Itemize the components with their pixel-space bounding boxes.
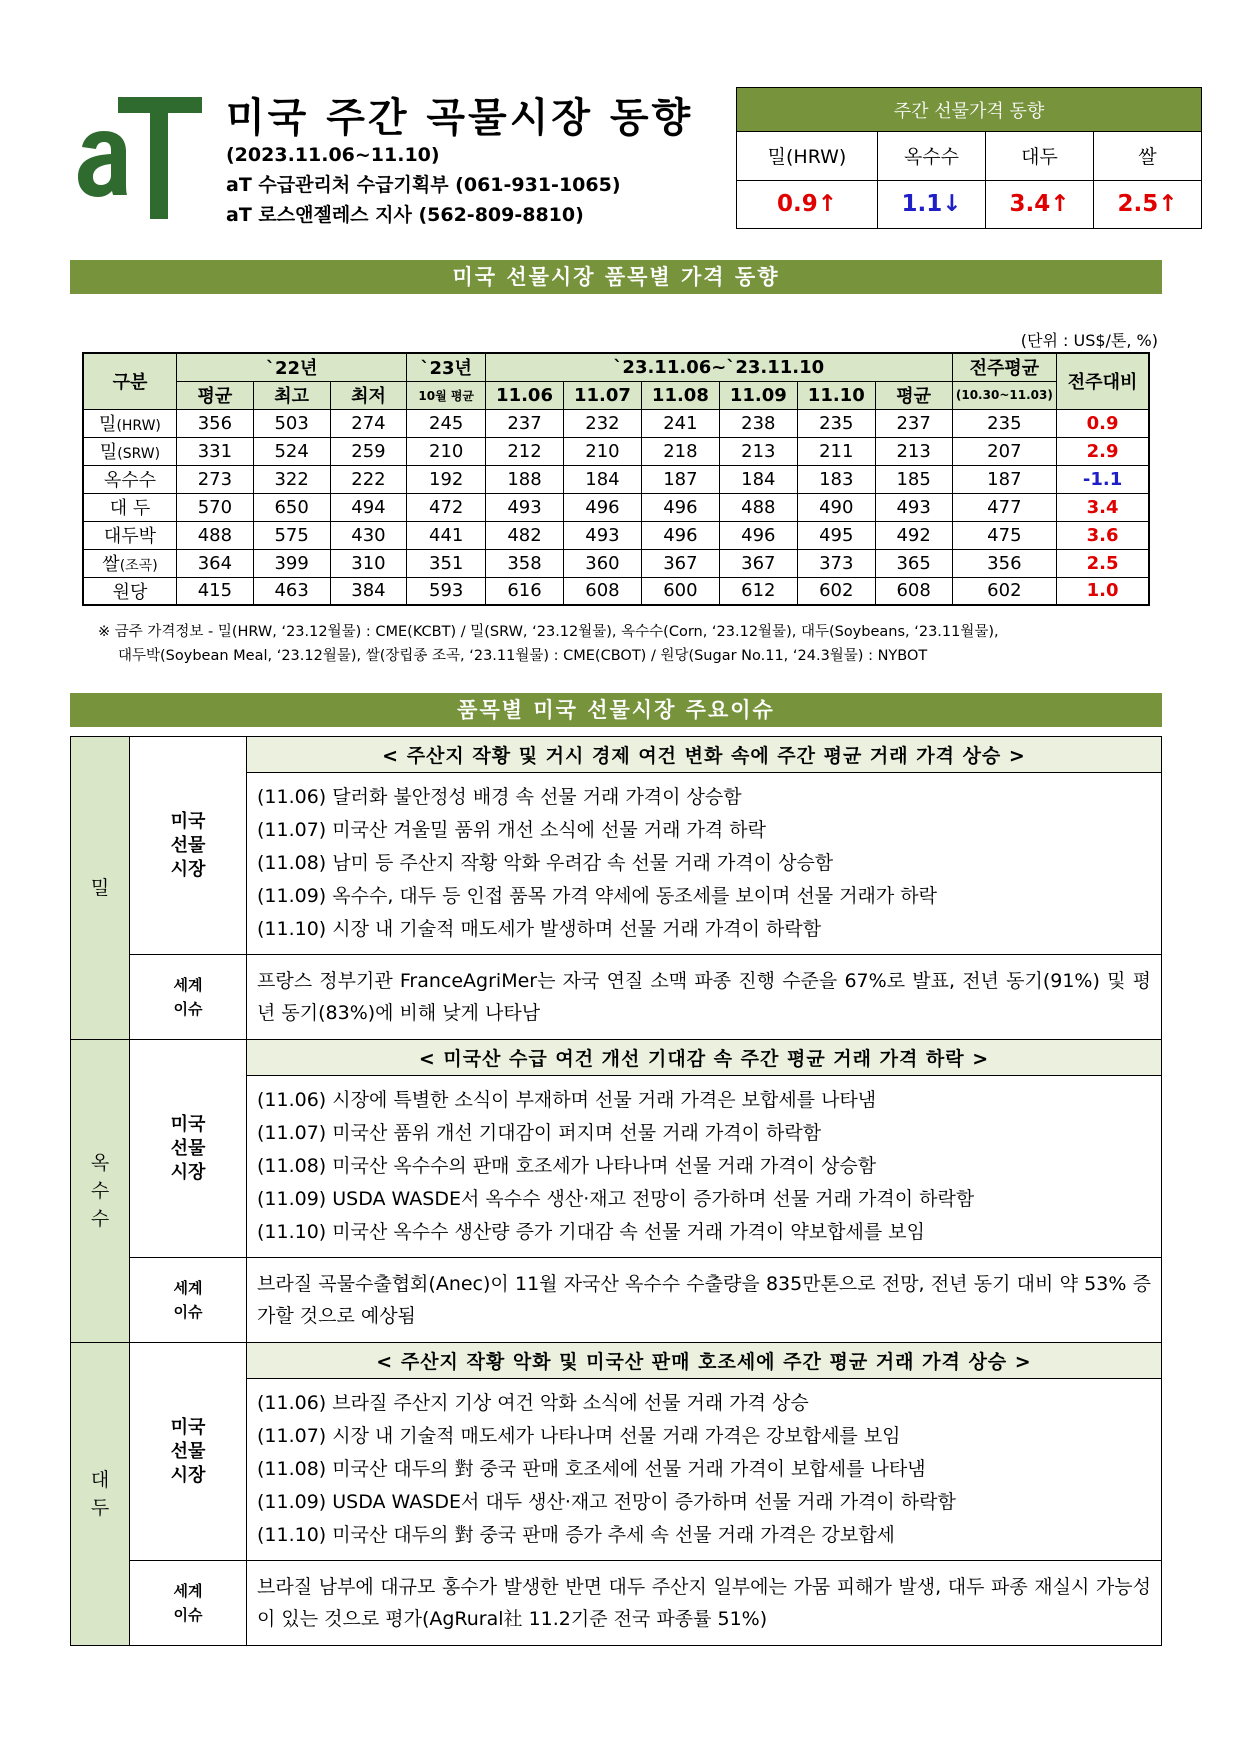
crop-label-char: 옥 <box>90 1152 110 1174</box>
crop-label-char: 수 <box>90 1180 110 1202</box>
issue-daily-line: (11.07) 미국산 겨울밀 품위 개선 소식에 선물 거래 가격 하락 <box>257 819 767 841</box>
price-cell: 192 <box>407 465 486 493</box>
row-label <box>83 493 176 521</box>
issue-daily-line: (11.06) 달러화 불안정성 배경 속 선물 거래 가격이 상승함 <box>257 786 742 808</box>
table-row <box>83 437 1149 465</box>
row-label-sub: (SRW) <box>117 446 161 462</box>
row-label-main: 대두박 <box>103 526 157 547</box>
price-cell: 415 <box>176 577 253 605</box>
weekly-item-value: 2.5 <box>1117 191 1159 218</box>
price-cell: 232 <box>563 409 641 437</box>
futures-market-label-line: 미국 <box>170 1113 206 1135</box>
futures-market-label-line: 선물 <box>170 834 206 856</box>
price-cell: 608 <box>563 577 641 605</box>
price-cell: 492 <box>875 521 952 549</box>
futures-market-label <box>130 1040 247 1258</box>
weekly-item-value-cell <box>1093 180 1201 228</box>
price-cell: 367 <box>719 549 797 577</box>
change-cell: 2.9 <box>1057 437 1149 465</box>
weekly-futures-box <box>736 87 1202 229</box>
price-cell: 463 <box>253 577 330 605</box>
header-prev-avg: 전주평균 <box>952 353 1057 381</box>
issue-daily-line: (11.10) 미국산 대두의 對 중국 판매 증가 추세 속 선물 거래 가격은 강보합세 <box>257 1524 895 1546</box>
price-cell: 430 <box>330 521 407 549</box>
price-cell: 351 <box>407 549 486 577</box>
weekly-item-name: 옥수수 <box>878 132 986 180</box>
price-cell: 364 <box>176 549 253 577</box>
price-cell: 188 <box>486 465 564 493</box>
note-line-2: 대두박(Soybean Meal, ‘23.12월물), 쌀(장립종 조곡, ‘23.11월물) : CME(CBOT) / 원당(Sugar No.11, ‘24.3월물) : NYBOT <box>118 648 928 664</box>
price-cell: 575 <box>253 521 330 549</box>
price-cell: 602 <box>952 577 1057 605</box>
price-cell: 373 <box>797 549 875 577</box>
price-cell: 310 <box>330 549 407 577</box>
world-issue-text: 브라질 남부에 대규모 홍수가 발생한 반면 대두 주산지 일부에는 가뭄 피해가 발생, 대두 파종 재실시 가능성이 있는 것으로 평가(AgRural社 11.2기준 전국 파종률 51%) <box>247 1561 1162 1646</box>
futures-market-label-line: 시장 <box>170 858 206 880</box>
row-label <box>83 577 176 605</box>
header-2022: `22년 <box>176 353 406 381</box>
world-issue-text: 프랑스 정부기관 FranceAgriMer는 자국 연질 소맥 파종 진행 수준을 67%로 발표, 전년 동기(91%) 및 평년 동기(83%)에 비해 낮게 나타남 <box>247 955 1162 1040</box>
price-cell: 496 <box>641 493 719 521</box>
row-label-sub: (HRW) <box>116 418 161 434</box>
header-change: 전주대비 <box>1057 353 1149 409</box>
header-avg: 평균 <box>176 381 253 409</box>
table-row <box>83 465 1149 493</box>
price-cell: 608 <box>875 577 952 605</box>
row-label-main: 밀 <box>99 414 117 435</box>
arrow-up-icon: ↑ <box>1050 191 1070 218</box>
row-label <box>83 409 176 437</box>
weekly-item-name: 쌀 <box>1093 132 1201 180</box>
price-cell: 488 <box>176 521 253 549</box>
price-cell: 187 <box>641 465 719 493</box>
row-label <box>83 521 176 549</box>
header-date: 11.09 <box>719 381 797 409</box>
price-cell: 185 <box>875 465 952 493</box>
header-date: 11.08 <box>641 381 719 409</box>
row-label-main: 대 두 <box>109 498 151 519</box>
price-cell: 477 <box>952 493 1057 521</box>
unit-label: (단위 : US$/톤, %) <box>1020 331 1158 350</box>
price-cell: 384 <box>330 577 407 605</box>
contact-line-1: aT 수급관리처 수급기획부 (061-931-1065) <box>226 174 621 196</box>
world-issue-label <box>130 1258 247 1343</box>
crop-label-char: 수 <box>90 1208 110 1230</box>
crop-label-char: 두 <box>90 1497 110 1519</box>
issue-headline: < 주산지 작황 및 거시 경제 여건 변화 속에 주간 평균 거래 가격 상승 > <box>247 737 1162 773</box>
change-cell: 3.4 <box>1057 493 1149 521</box>
price-cell: 210 <box>407 437 486 465</box>
header-min: 최저 <box>330 381 407 409</box>
row-label <box>83 465 176 493</box>
futures-market-label-line: 시장 <box>170 1464 206 1486</box>
issue-headline-row <box>71 1040 1162 1076</box>
issue-daily-line: (11.09) USDA WASDE서 대두 생산·재고 전망이 증가하며 선물 거래 가격이 하락함 <box>257 1491 956 1513</box>
header-date: 11.06 <box>486 381 564 409</box>
price-cell: 593 <box>407 577 486 605</box>
header-2023: `23년 <box>407 353 486 381</box>
price-cell: 237 <box>486 409 564 437</box>
price-cell: 490 <box>797 493 875 521</box>
price-cell: 212 <box>486 437 564 465</box>
issue-headline: < 주산지 작황 악화 및 미국산 판매 호조세에 주간 평균 거래 가격 상승 > <box>247 1343 1162 1379</box>
row-label-main: 원당 <box>112 581 148 603</box>
futures-market-label-line: 미국 <box>170 1416 206 1438</box>
issue-daily-line: (11.10) 시장 내 기술적 매도세가 발생하며 선물 거래 가격이 하락함 <box>257 918 822 940</box>
world-issue-text: 브라질 곡물수출협회(Anec)이 11월 자국산 옥수수 수출량을 835만톤으로 전망, 전년 동기 대비 약 53% 증가할 것으로 예상됨 <box>247 1258 1162 1343</box>
price-cell: 472 <box>407 493 486 521</box>
change-cell: 2.5 <box>1057 549 1149 577</box>
header-group: 구분 <box>83 353 176 409</box>
table-row <box>83 493 1149 521</box>
price-cell: 503 <box>253 409 330 437</box>
world-issue-label-line: 이슈 <box>173 1606 203 1624</box>
table-row <box>83 521 1149 549</box>
issue-world-row <box>71 1561 1162 1646</box>
table-row <box>83 549 1149 577</box>
issue-daily-line: (11.08) 남미 등 주산지 작황 악화 우려감 속 선물 거래 가격이 상승함 <box>257 852 834 874</box>
price-cell: 184 <box>563 465 641 493</box>
page-title: 미국 주간 곡물시장 동향 <box>226 95 694 141</box>
header-date: 11.10 <box>797 381 875 409</box>
table-row <box>83 577 1149 605</box>
crop-label-char: 밀 <box>90 877 110 899</box>
price-cell: 488 <box>719 493 797 521</box>
price-cell: 494 <box>330 493 407 521</box>
row-label-main: 쌀 <box>102 554 120 575</box>
section-price-trend-title: 미국 선물시장 품목별 가격 동향 <box>70 260 1162 294</box>
futures-market-label <box>130 737 247 955</box>
issue-daily-line: (11.06) 시장에 특별한 소식이 부재하며 선물 거래 가격은 보합세를 나타냄 <box>257 1089 877 1111</box>
weekly-item-value-cell <box>985 180 1093 228</box>
price-cell: 210 <box>563 437 641 465</box>
price-cell: 245 <box>407 409 486 437</box>
change-cell: 3.6 <box>1057 521 1149 549</box>
price-cell: 184 <box>719 465 797 493</box>
issue-daily-line: (11.09) USDA WASDE서 옥수수 생산·재고 전망이 증가하며 선물 거래 가격이 하락함 <box>257 1188 975 1210</box>
price-cell: 475 <box>952 521 1057 549</box>
issue-world-row <box>71 1258 1162 1343</box>
weekly-item-name: 밀(HRW) <box>737 132 878 180</box>
world-issue-label-line: 세계 <box>173 1279 203 1297</box>
section-issues-title: 품목별 미국 선물시장 주요이슈 <box>70 693 1162 727</box>
header-week-range: `23.11.06~`23.11.10 <box>486 353 952 381</box>
price-cell: 495 <box>797 521 875 549</box>
issue-world-row <box>71 955 1162 1040</box>
issue-daily-line: (11.08) 미국산 옥수수의 판매 호조세가 나타나며 선물 거래 가격이 상승함 <box>257 1155 877 1177</box>
header-max: 최고 <box>253 381 330 409</box>
crop-label-soy <box>71 1343 130 1646</box>
price-cell: 482 <box>486 521 564 549</box>
price-cell: 235 <box>952 409 1057 437</box>
header-week-avg: 평균 <box>875 381 952 409</box>
price-table-body <box>83 409 1149 605</box>
issue-daily-lines <box>247 773 1162 955</box>
price-cell: 241 <box>641 409 719 437</box>
price-cell: 218 <box>641 437 719 465</box>
price-cell: 274 <box>330 409 407 437</box>
price-cell: 493 <box>486 493 564 521</box>
price-cell: 358 <box>486 549 564 577</box>
price-cell: 273 <box>176 465 253 493</box>
price-cell: 238 <box>719 409 797 437</box>
price-cell: 600 <box>641 577 719 605</box>
price-cell: 441 <box>407 521 486 549</box>
world-issue-label-line: 이슈 <box>173 1000 203 1018</box>
price-cell: 524 <box>253 437 330 465</box>
price-cell: 496 <box>563 493 641 521</box>
issue-headline-row <box>71 737 1162 773</box>
price-cell: 570 <box>176 493 253 521</box>
table-row <box>83 409 1149 437</box>
note-line-1: ※ 금주 가격정보 - 밀(HRW, ‘23.12월물) : CME(KCBT) / 밀(SRW, ‘23.12월물), 옥수수(Corn, ‘23.12월물), 대두(Soybeans, ‘23.11월물), <box>98 624 999 640</box>
issue-daily-line: (11.07) 시장 내 기술적 매도세가 나타나며 선물 거래 가격은 강보합세를 보임 <box>257 1425 901 1447</box>
header-date: 11.07 <box>563 381 641 409</box>
price-cell: 259 <box>330 437 407 465</box>
price-cell: 183 <box>797 465 875 493</box>
issue-daily-lines <box>247 1076 1162 1258</box>
header-prev-range: (10.30~11.03) <box>952 381 1057 409</box>
weekly-item-value-cell <box>878 180 986 228</box>
price-cell: 211 <box>797 437 875 465</box>
price-cell: 235 <box>797 409 875 437</box>
price-cell: 650 <box>253 493 330 521</box>
change-cell: 1.0 <box>1057 577 1149 605</box>
price-cell: 612 <box>719 577 797 605</box>
row-label-main: 옥수수 <box>103 470 157 491</box>
price-cell: 222 <box>330 465 407 493</box>
change-cell: 0.9 <box>1057 409 1149 437</box>
price-cell: 356 <box>176 409 253 437</box>
price-cell: 493 <box>875 493 952 521</box>
at-logo-mark <box>78 97 202 219</box>
price-cell: 331 <box>176 437 253 465</box>
crop-label-char: 대 <box>90 1469 110 1491</box>
world-issue-label-line: 세계 <box>173 1582 203 1600</box>
price-cell: 322 <box>253 465 330 493</box>
crop-label-wheat <box>71 737 130 1040</box>
issues-table <box>70 736 1162 1646</box>
world-issue-label-line: 이슈 <box>173 1303 203 1321</box>
weekly-item-name: 대두 <box>985 132 1093 180</box>
price-table <box>82 352 1150 606</box>
crop-label-corn <box>71 1040 130 1343</box>
price-cell: 602 <box>797 577 875 605</box>
weekly-futures-title: 주간 선물가격 동향 <box>737 88 1202 132</box>
issue-daily-line: (11.08) 미국산 대두의 對 중국 판매 호조세에 선물 거래 가격이 보합세를 나타냄 <box>257 1458 926 1480</box>
price-cell: 360 <box>563 549 641 577</box>
price-cell: 616 <box>486 577 564 605</box>
world-issue-label-line: 세계 <box>173 976 203 994</box>
price-cell: 207 <box>952 437 1057 465</box>
futures-market-label-line: 선물 <box>170 1440 206 1462</box>
issue-daily-line: (11.07) 미국산 품위 개선 기대감이 퍼지며 선물 거래 가격이 하락함 <box>257 1122 822 1144</box>
weekly-item-value: 0.9 <box>776 191 818 218</box>
price-cell: 237 <box>875 409 952 437</box>
price-cell: 187 <box>952 465 1057 493</box>
issue-headline: < 미국산 수급 여건 개선 기대감 속 주간 평균 거래 가격 하락 > <box>247 1040 1162 1076</box>
issue-daily-line: (11.10) 미국산 옥수수 생산량 증가 기대감 속 선물 거래 가격이 약보합세를 보임 <box>257 1221 925 1243</box>
weekly-item-value: 1.1 <box>901 191 943 218</box>
row-label-sub: (조곡) <box>119 558 158 574</box>
issue-daily-lines <box>247 1379 1162 1561</box>
arrow-down-icon: ↓ <box>942 191 962 218</box>
contact-line-2: aT 로스앤젤레스 지사 (562-809-8810) <box>226 204 584 226</box>
row-label-main: 밀 <box>99 442 118 463</box>
row-label <box>83 549 176 577</box>
world-issue-label <box>130 955 247 1040</box>
price-cell: 399 <box>253 549 330 577</box>
world-issue-label <box>130 1561 247 1646</box>
futures-market-label-line: 미국 <box>170 810 206 832</box>
issue-daily-line: (11.09) 옥수수, 대두 등 인접 품목 가격 약세에 동조세를 보이며 선물 거래가 하락 <box>257 885 937 907</box>
price-cell: 496 <box>719 521 797 549</box>
price-cell: 496 <box>641 521 719 549</box>
futures-market-label-line: 선물 <box>170 1137 206 1159</box>
header-oct-avg: 10월 평균 <box>407 381 486 409</box>
price-cell: 367 <box>641 549 719 577</box>
issue-daily-line: (11.06) 브라질 주산지 기상 여건 악화 소식에 선물 거래 가격 상승 <box>257 1392 809 1414</box>
issues-table-body <box>71 737 1162 1646</box>
price-cell: 213 <box>719 437 797 465</box>
weekly-item-value-cell <box>737 180 878 228</box>
futures-market-label <box>130 1343 247 1561</box>
arrow-up-icon: ↑ <box>1158 191 1178 218</box>
weekly-item-value: 3.4 <box>1009 191 1051 218</box>
issue-headline-row <box>71 1343 1162 1379</box>
arrow-up-icon: ↑ <box>817 191 838 218</box>
futures-market-label-line: 시장 <box>170 1161 206 1183</box>
report-period: (2023.11.06~11.10) <box>226 144 440 166</box>
price-cell: 213 <box>875 437 952 465</box>
row-label <box>83 437 176 465</box>
change-cell: -1.1 <box>1057 465 1149 493</box>
at-logo <box>78 97 202 219</box>
price-source-note <box>98 620 999 668</box>
price-cell: 365 <box>875 549 952 577</box>
price-cell: 356 <box>952 549 1057 577</box>
price-cell: 493 <box>563 521 641 549</box>
